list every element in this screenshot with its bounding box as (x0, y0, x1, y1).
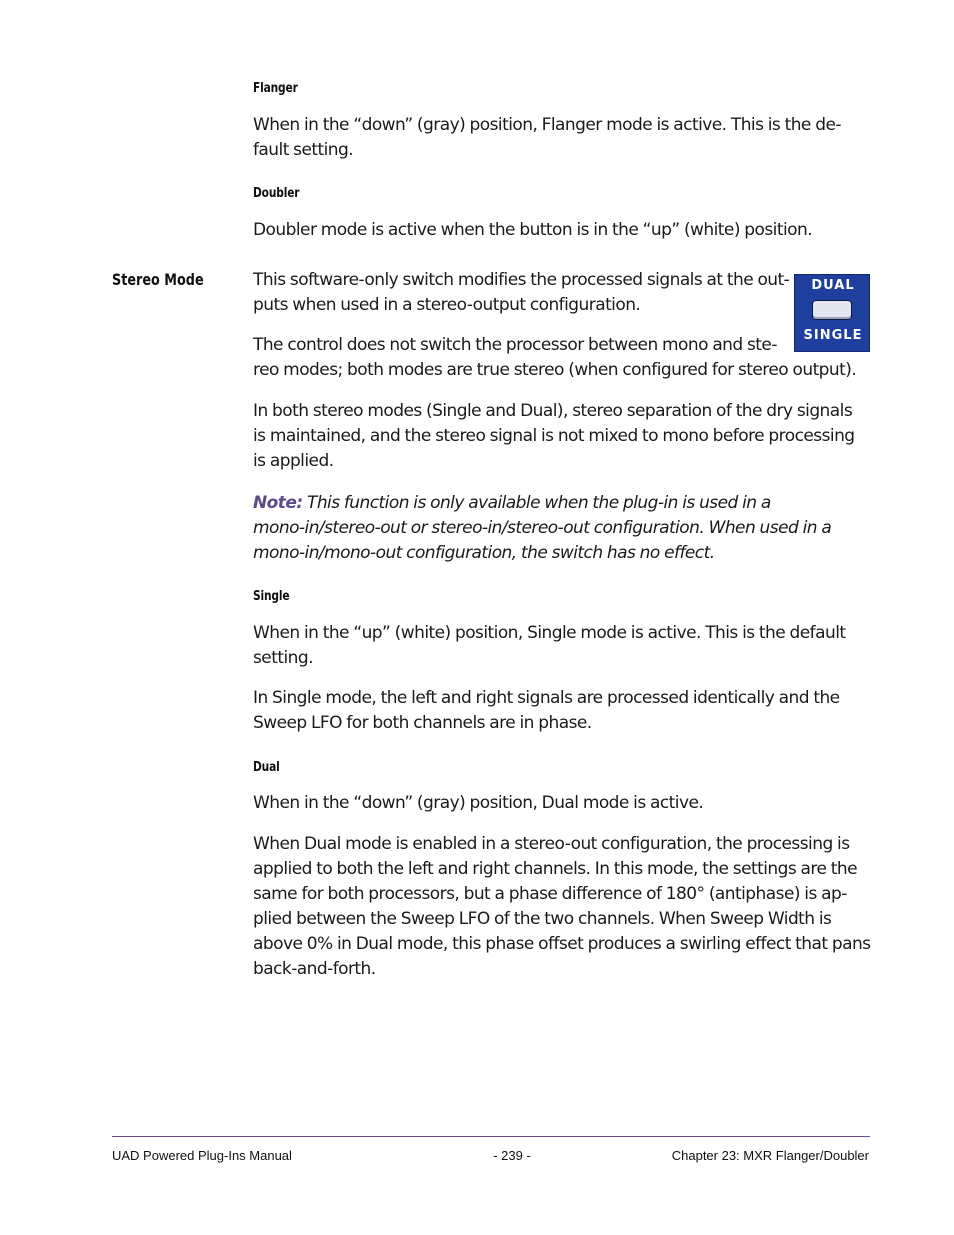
text-line: is applied. (253, 451, 334, 471)
text-line: mono-in/stereo-out or stereo-in/stereo-out configuration. When used in a (253, 518, 832, 538)
text-line: In both stereo modes (Single and Dual), stereo separation of the dry signals (253, 401, 853, 421)
note-paragraph (253, 491, 831, 566)
text-line: When in the “down” (gray) position, Dual mode is active. (253, 793, 704, 813)
note-label: Note: (253, 493, 303, 513)
paragraph-stereo-1 (253, 268, 789, 318)
text-line: reo modes; both modes are true stereo (when configured for stereo output). (253, 360, 857, 380)
text-line (253, 491, 831, 516)
footer-rule (112, 1136, 870, 1137)
paragraph-single-1 (253, 621, 846, 671)
paragraph-dual-2 (253, 832, 871, 982)
paragraph-stereo-3 (253, 399, 855, 474)
paragraph-single-2 (253, 686, 840, 736)
text-line: setting. (253, 648, 313, 668)
paragraph-stereo-2 (253, 333, 856, 383)
text-line: plied between the Sweep LFO of the two channels. When Sweep Width is (253, 909, 832, 929)
heading-flanger: Flanger (253, 81, 298, 96)
text-line: When in the “down” (gray) position, Flanger mode is active. This is the de- (253, 115, 841, 135)
text-line: The control does not switch the processor between mono and ste- (253, 335, 777, 355)
text-line: This software-only switch modifies the processed signals at the out- (253, 270, 790, 290)
footer-manual-title: UAD Powered Plug-Ins Manual (112, 1148, 292, 1163)
text-line: above 0% in Dual mode, this phase offset produces a swirling effect that pans (253, 934, 871, 954)
paragraph-doubler (253, 218, 812, 243)
heading-dual: Dual (253, 760, 280, 775)
heading-single: Single (253, 589, 290, 604)
text-line: back-and-forth. (253, 959, 376, 979)
switch-label-single: SINGLE (803, 328, 863, 343)
text-line: Doubler mode is active when the button is in the “up” (white) position. (253, 220, 813, 240)
text-line: fault setting. (253, 140, 354, 160)
switch-button-icon (813, 301, 851, 319)
text-line: puts when used in a stereo-output configuration. (253, 295, 641, 315)
side-heading-stereo-mode: Stereo Mode (112, 270, 204, 289)
text-line: In Single mode, the left and right signals are processed identically and the (253, 688, 840, 708)
text-line: When Dual mode is enabled in a stereo-out configuration, the processing is (253, 834, 850, 854)
text-line: applied to both the left and right channels. In this mode, the settings are the (253, 859, 857, 879)
text-line: same for both processors, but a phase difference of 180° (antiphase) is ap- (253, 884, 847, 904)
text-line: mono-in/mono-out configuration, the switch has no effect. (253, 543, 715, 563)
text-line: When in the “up” (white) position, Single mode is active. This is the default (253, 623, 846, 643)
text-line: Sweep LFO for both channels are in phase. (253, 713, 592, 733)
text-line: is maintained, and the stereo signal is not mixed to mono before processing (253, 426, 855, 446)
footer-page-number: - 239 - (493, 1148, 531, 1163)
note-text: This function is only available when the plug-in is used in a (302, 493, 771, 513)
footer-chapter: Chapter 23: MXR Flanger/Doubler (671, 1148, 869, 1163)
heading-doubler: Doubler (253, 186, 300, 201)
switch-label-dual: DUAL (811, 278, 855, 293)
paragraph-flanger (253, 113, 841, 163)
paragraph-dual-1 (253, 791, 703, 816)
